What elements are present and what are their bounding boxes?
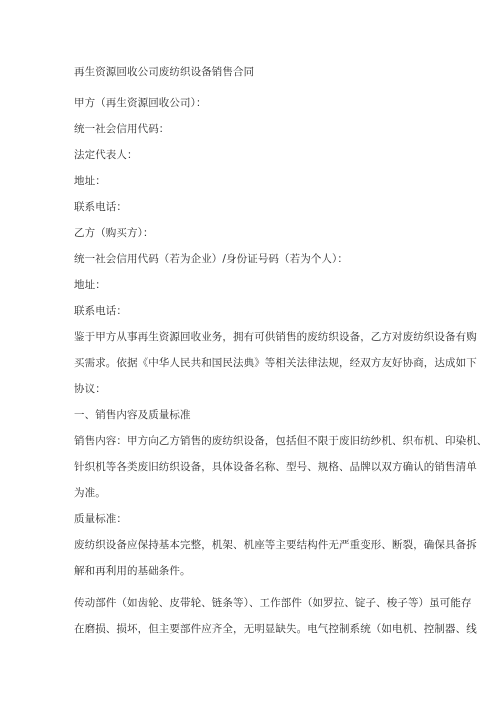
party-b-address-field: 地址：	[74, 279, 106, 291]
quality-line-3: 传动部件（如齿轮、皮带轮、链条等）、工作部件（如罗拉、锭子、梭子等）虽可能存	[74, 597, 472, 609]
document-title: 再生资源回收公司废纺织设备销售合同	[74, 66, 255, 78]
party-a-phone-field: 联系电话：	[74, 201, 127, 213]
preamble-line-1: 鉴于甲方从事再生资源回收业务，拥有可供销售的废纺织设备，乙方对废纺织设备有购	[74, 331, 477, 343]
quality-line-1: 废纺织设备应保持基本完整，机架、机座等主要结构件无严重变形、断裂，确保具备拆	[74, 539, 477, 551]
party-b-phone-field: 联系电话：	[74, 305, 127, 317]
party-a-legal-rep-field: 法定代表人：	[74, 149, 138, 161]
quality-line-4: 在磨损、损坏，但主要部件应齐全，无明显缺失。电气控制系统（如电机、控制器、线	[74, 623, 477, 635]
preamble-line-3: 协议：	[74, 383, 106, 395]
party-a-credit-code-field: 统一社会信用代码：	[74, 123, 170, 135]
sales-content-line-2: 针织机等各类废旧纺织设备，具体设备名称、型号、规格、品牌以双方确认的销售清单	[74, 461, 477, 473]
quality-heading: 质量标准：	[74, 513, 127, 525]
quality-line-2: 解和再利用的基础条件。	[74, 565, 191, 577]
party-a-label: 甲方（再生资源回收公司）：	[74, 97, 207, 109]
party-a-address-field: 地址：	[74, 175, 106, 187]
party-b-label: 乙方（购买方）：	[74, 227, 154, 239]
section-1-heading: 一、销售内容及质量标准	[74, 409, 191, 421]
sales-content-line-1: 销售内容：甲方向乙方销售的废纺织设备，包括但不限于废旧纺纱机、织布机、印染机、	[74, 435, 488, 447]
sales-content-line-3: 为准。	[74, 487, 106, 499]
party-b-id-field: 统一社会信用代码（若为企业）/身份证号码（若为个人）：	[74, 253, 348, 265]
preamble-line-2: 买需求。依据《中华人民共和国民法典》等相关法律法规，经双方友好协商，达成如下	[74, 357, 477, 369]
